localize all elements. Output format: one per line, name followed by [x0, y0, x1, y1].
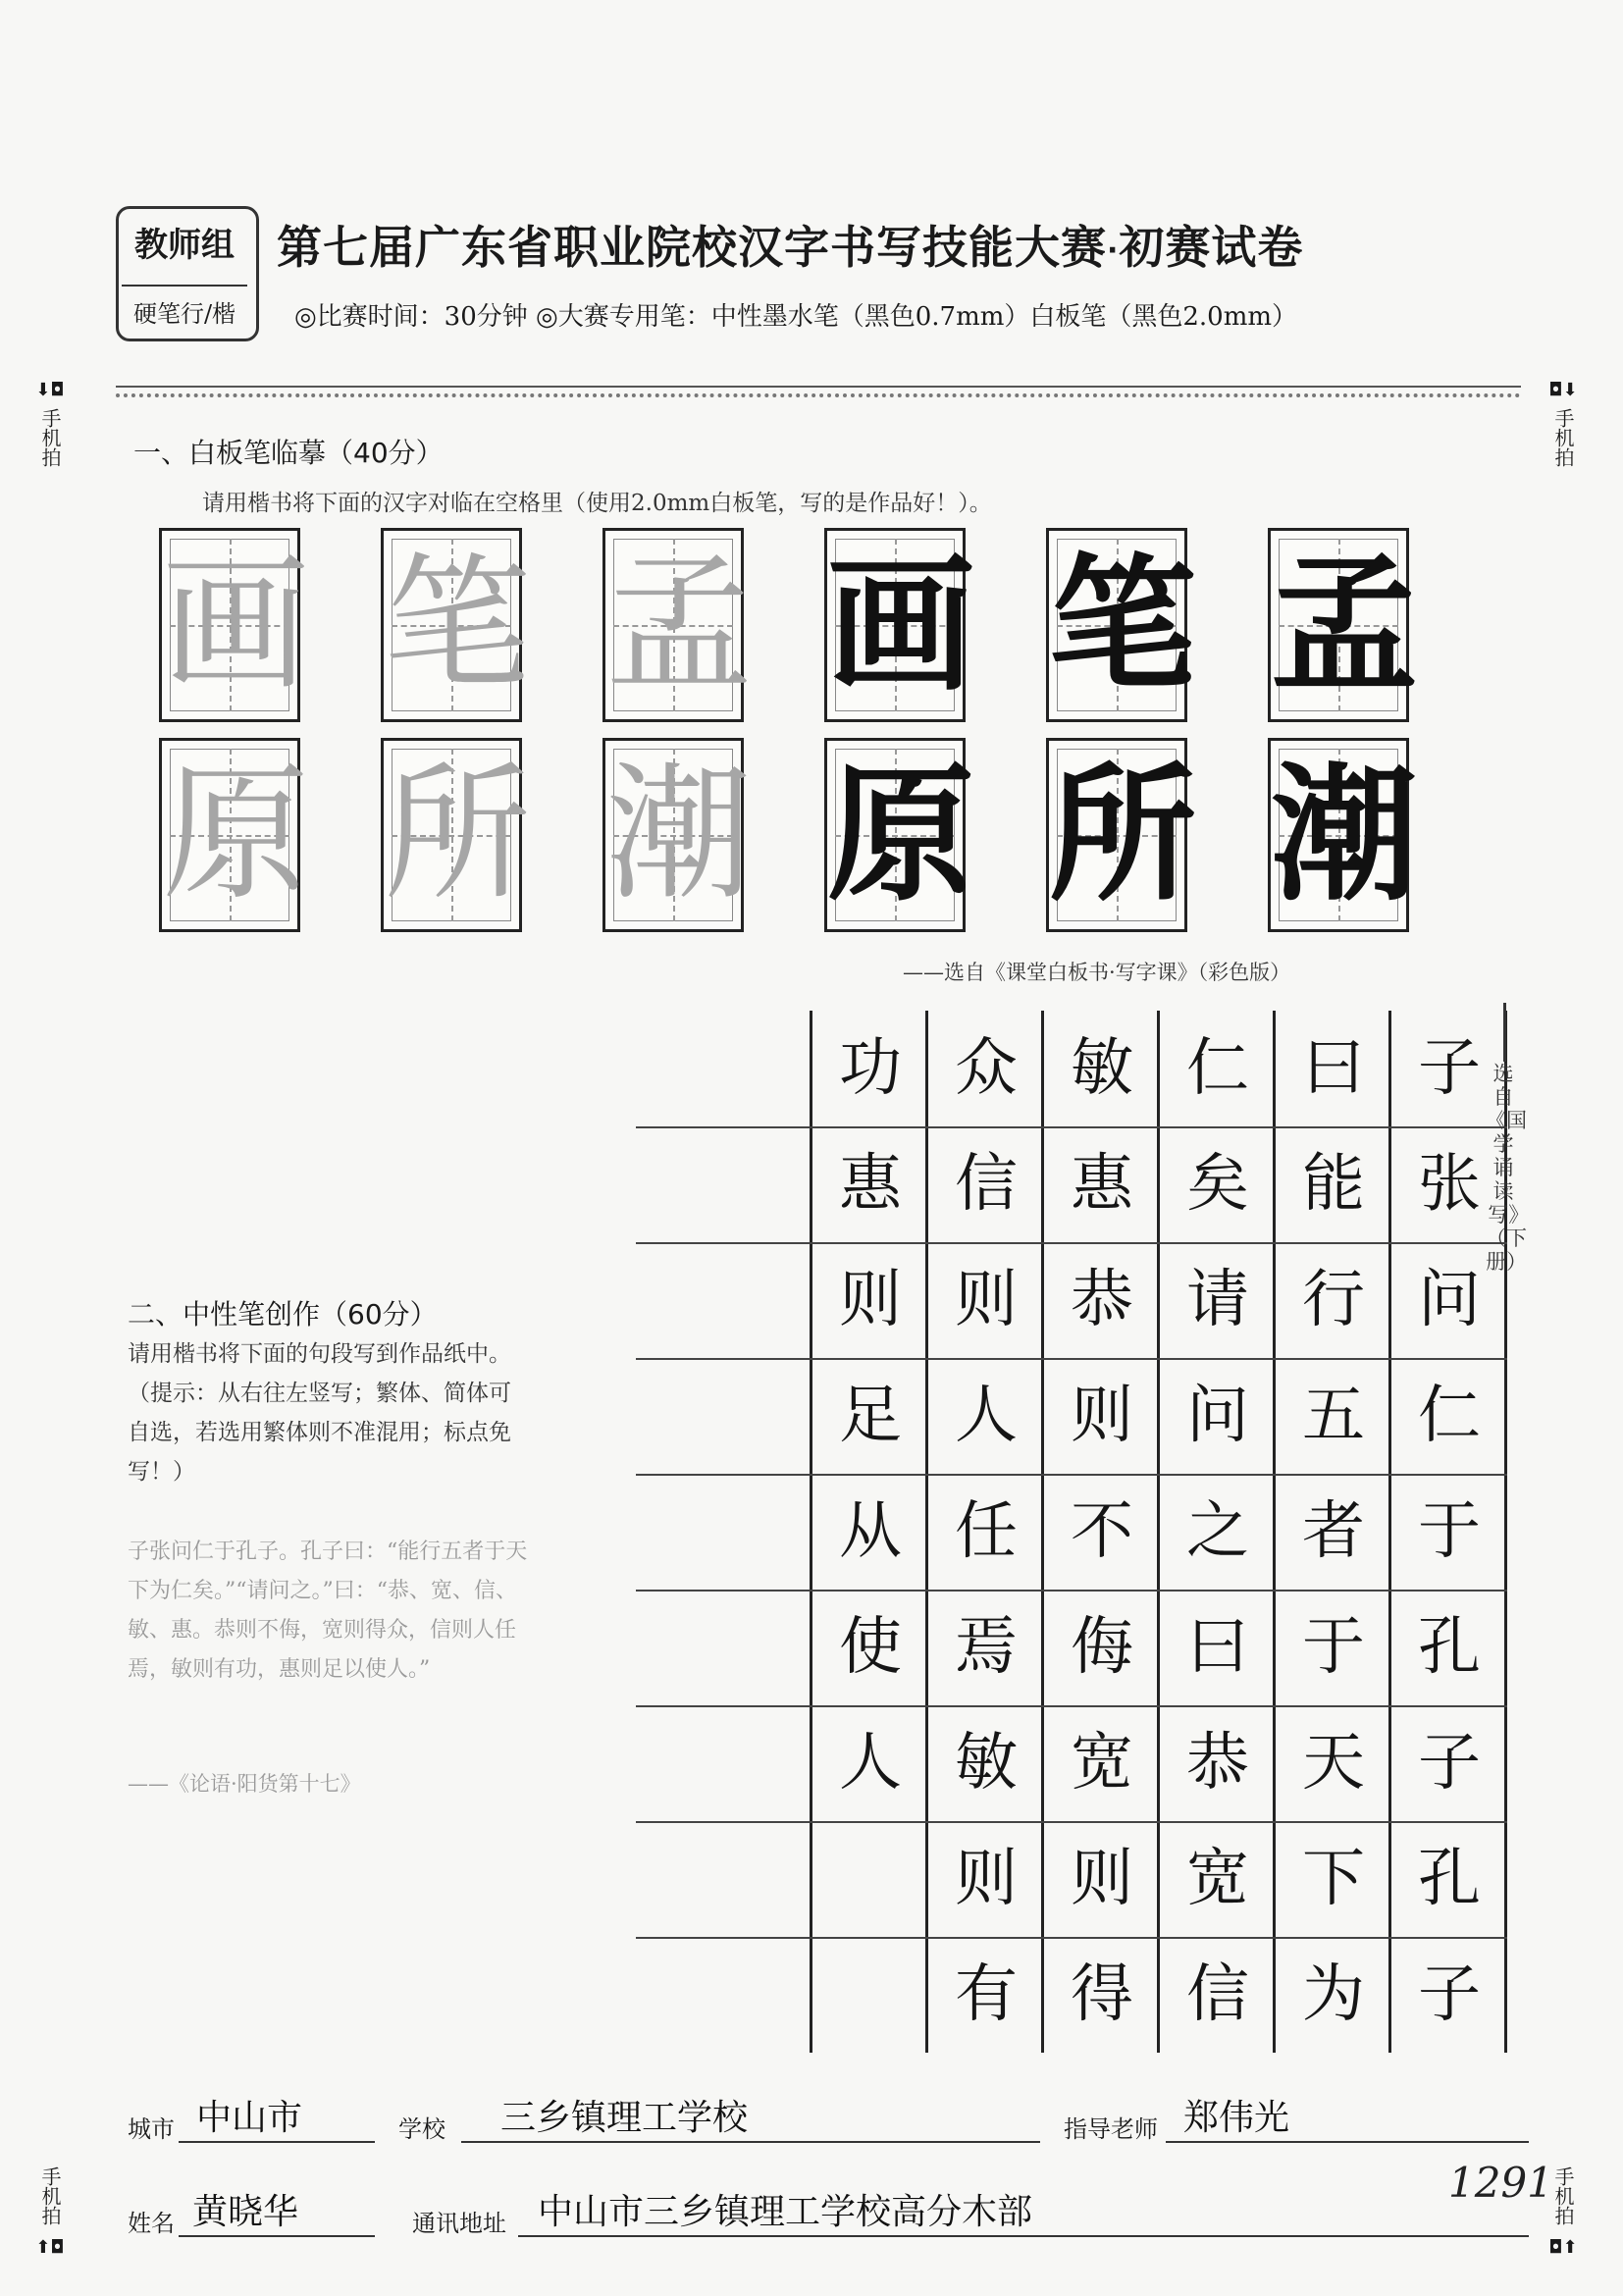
- section2-instruction: 请用楷书将下面的句段写到作品纸中。（提示：从右往左竖写；繁体、简体可自选，若选用繁体则不准混用；标点免写！）: [128, 1341, 511, 1485]
- grid-column-line: [810, 1011, 812, 2053]
- handwritten-character: 则: [839, 1264, 902, 1336]
- teacher-label: 指导老师: [1064, 2115, 1158, 2143]
- handwritten-character: 人: [839, 1727, 902, 1800]
- handwritten-character: 子: [1418, 1727, 1481, 1800]
- copy-cell-written: [824, 528, 975, 722]
- contest-info: ◎比赛时间：30分钟 ◎大赛专用笔：中性墨水笔（黑色0.7mm）白板笔（黑色2.0mm）: [294, 302, 1298, 332]
- written-character: 孟: [1271, 539, 1419, 711]
- copy-cell-model: [381, 528, 532, 722]
- title-main: 第七届广东省职业院校汉字书写技能大赛: [277, 221, 1107, 274]
- teacher-underline: [1166, 2141, 1529, 2143]
- handwritten-character: 惠: [839, 1148, 902, 1221]
- copy-cell-written: [1046, 528, 1197, 722]
- address-underline: [518, 2235, 1529, 2237]
- handwritten-character: 有: [955, 1958, 1018, 2031]
- handwritten-character: 子: [1418, 1958, 1481, 2031]
- copy-cell-model: [159, 528, 310, 722]
- copy-cell-model: [381, 738, 532, 932]
- handwritten-character: 问: [1186, 1380, 1249, 1452]
- teacher-field[interactable]: 郑伟光: [1183, 2098, 1290, 2138]
- handwritten-character: 之: [1186, 1495, 1249, 1568]
- name-underline: [179, 2235, 375, 2237]
- reference-passage: 子张问仁于孔子。孔子曰：“能行五者于天下为仁矣。”“请问之。”曰：“恭、宽、信、敏、惠。恭则不侮，宽则得众，信则人任焉，敏则有功，惠则足以使人。”: [128, 1539, 528, 1682]
- copy-cell-model: [602, 738, 754, 932]
- model-character: 画: [162, 540, 310, 710]
- entry-number: 1291: [1448, 2159, 1553, 2207]
- handwritten-character: 孔: [1418, 1843, 1481, 1915]
- handwritten-character: 使: [839, 1611, 902, 1684]
- city-underline: [179, 2141, 375, 2143]
- phone-scan-mark-top-right: [1548, 379, 1578, 472]
- city-field[interactable]: 中山市: [196, 2098, 303, 2138]
- side-source: 选自《国学诵读写》（下册）: [1486, 1062, 1527, 1274]
- school-label: 学校: [398, 2115, 445, 2143]
- handwritten-character: 孔: [1418, 1611, 1481, 1684]
- handwritten-character: 矣: [1186, 1148, 1249, 1221]
- model-character: 原: [162, 750, 310, 920]
- section2-heading: 二、中性笔创作（60分）: [128, 1298, 438, 1331]
- written-character: 潮: [1271, 749, 1419, 921]
- handwritten-character: 恭: [1186, 1727, 1249, 1800]
- badge-category-label: 硬笔行/楷: [132, 300, 236, 328]
- school-field[interactable]: 三乡镇理工学校: [500, 2098, 749, 2138]
- address-field[interactable]: 中山市三乡镇理工学校高分木部: [538, 2192, 1033, 2232]
- title-suffix: 初赛试卷: [1119, 221, 1304, 274]
- handwritten-character: 行: [1302, 1264, 1365, 1336]
- handwritten-character: 人: [955, 1380, 1018, 1452]
- handwritten-character: 宽: [1071, 1727, 1133, 1800]
- address-label: 通讯地址: [412, 2210, 506, 2237]
- camera-icon: ⬇◘: [35, 380, 65, 400]
- handwritten-character: 信: [955, 1148, 1018, 1221]
- handwritten-character: 得: [1071, 1958, 1133, 2031]
- model-character: 潮: [605, 750, 754, 920]
- phone-scan-mark-bottom-left: [35, 2166, 65, 2266]
- handwritten-character: 信: [1186, 1958, 1249, 2031]
- title-dot: ·: [1107, 234, 1120, 268]
- writing-grid: [636, 1011, 1507, 2053]
- handwritten-character: 则: [1071, 1380, 1133, 1452]
- badge-group-label: 教师组: [134, 226, 235, 265]
- handwritten-character: 焉: [955, 1611, 1018, 1684]
- copy-cell-model: [159, 738, 310, 932]
- name-label: 姓名: [128, 2210, 175, 2237]
- handwritten-character: 恭: [1071, 1264, 1133, 1336]
- handwritten-character: 则: [1071, 1843, 1133, 1915]
- section1-heading: 一、白板笔临摹（40分）: [133, 437, 444, 469]
- written-character: 笔: [1049, 539, 1197, 711]
- handwritten-character: 则: [955, 1843, 1018, 1915]
- camera-icon: ◘⬆: [1548, 2237, 1578, 2258]
- handwritten-character: 足: [839, 1380, 902, 1452]
- phone-label: 手机拍: [1551, 408, 1575, 467]
- handwritten-character: 敏: [1071, 1032, 1133, 1105]
- written-character: 所: [1049, 749, 1197, 921]
- handwritten-character: 众: [955, 1032, 1018, 1105]
- model-character: 孟: [605, 540, 754, 710]
- handwritten-character: 侮: [1071, 1611, 1133, 1684]
- copy-cell-written: [1268, 738, 1419, 932]
- phone-label: 手机拍: [1551, 2166, 1575, 2225]
- handwritten-character: 仁: [1186, 1032, 1249, 1105]
- copy-cell-written: [824, 738, 975, 932]
- handwritten-character: 从: [839, 1495, 902, 1568]
- handwritten-character: 者: [1302, 1495, 1365, 1568]
- copy-cell-written: [1046, 738, 1197, 932]
- camera-icon: ◘⬇: [1548, 380, 1578, 400]
- copy-cell-model: [602, 528, 754, 722]
- handwritten-character: 为: [1302, 1958, 1365, 2031]
- section1-instruction: 请用楷书将下面的汉字对临在空格里（使用2.0mm白板笔，写的是作品好！）。: [202, 491, 992, 516]
- written-character: 原: [827, 749, 975, 921]
- section1-source: ——选自《课堂白板书·写字课》（彩色版）: [903, 961, 1291, 984]
- handwritten-character: 问: [1418, 1264, 1481, 1336]
- side-source-dash: [1503, 1003, 1506, 1062]
- handwritten-character: 五: [1302, 1380, 1365, 1452]
- reference-passage-source: ——《论语·阳货第十七》: [128, 1772, 361, 1796]
- city-label: 城市: [128, 2115, 175, 2143]
- handwritten-character: 不: [1071, 1495, 1133, 1568]
- handwritten-character: 惠: [1071, 1148, 1133, 1221]
- name-field[interactable]: 黄晓华: [192, 2192, 299, 2232]
- school-underline: [461, 2141, 1040, 2143]
- handwritten-character: 曰: [1302, 1032, 1365, 1105]
- handwritten-character: 仁: [1418, 1380, 1481, 1452]
- handwritten-character: 张: [1418, 1148, 1481, 1221]
- phone-label: 手机拍: [38, 2166, 62, 2225]
- handwritten-character: 任: [955, 1495, 1018, 1568]
- model-character: 所: [384, 750, 532, 920]
- handwritten-character: 子: [1418, 1032, 1481, 1105]
- handwritten-character: 功: [839, 1032, 902, 1105]
- handwritten-character: 能: [1302, 1148, 1365, 1221]
- copy-cell-written: [1268, 528, 1419, 722]
- handwritten-character: 天: [1302, 1727, 1365, 1800]
- handwritten-character: 于: [1302, 1611, 1365, 1684]
- handwritten-character: 曰: [1186, 1611, 1249, 1684]
- badge-divider: [122, 285, 247, 287]
- handwritten-character: 宽: [1186, 1843, 1249, 1915]
- model-character: 笔: [384, 540, 532, 710]
- header-divider-dotted: [116, 393, 1521, 397]
- handwritten-character: 下: [1302, 1843, 1365, 1915]
- handwritten-character: 于: [1418, 1495, 1481, 1568]
- phone-label: 手机拍: [38, 408, 62, 467]
- page-title: [277, 212, 1303, 277]
- camera-icon: ⬆◘: [35, 2237, 65, 2258]
- handwritten-character: 则: [955, 1264, 1018, 1336]
- header-divider: [116, 386, 1521, 388]
- written-character: 画: [827, 539, 975, 711]
- handwritten-character: 请: [1186, 1264, 1249, 1336]
- phone-scan-mark-top-left: [35, 379, 65, 472]
- handwritten-character: 敏: [955, 1727, 1018, 1800]
